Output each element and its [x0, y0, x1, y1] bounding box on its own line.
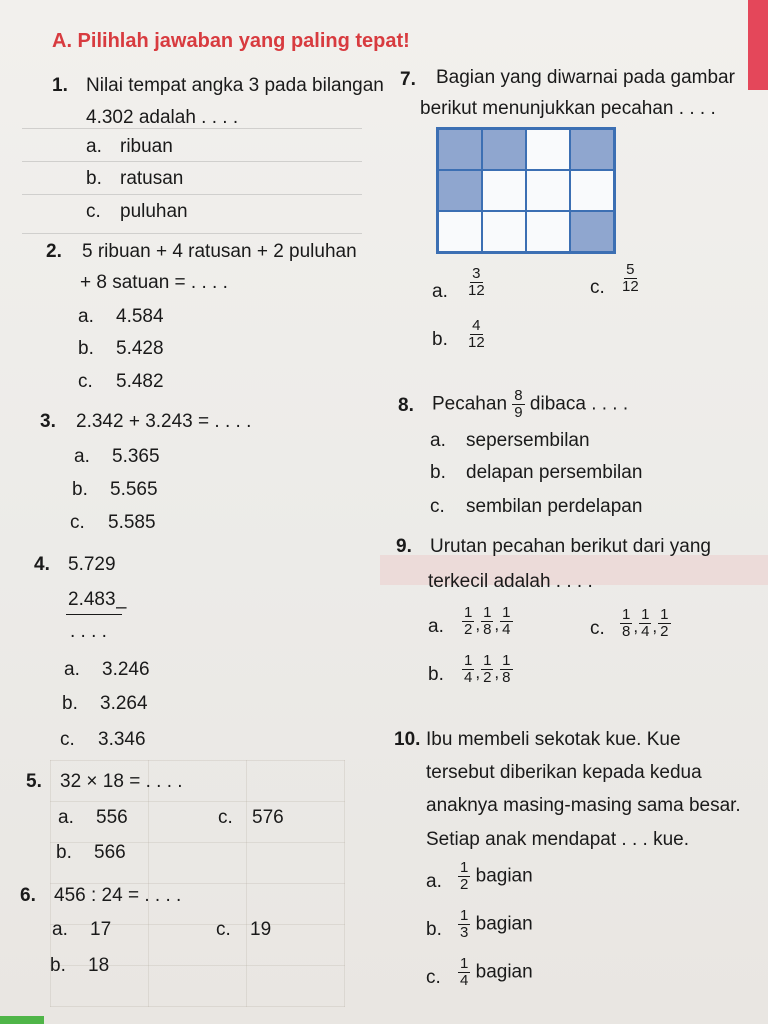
question-7-text: Bagian yang diwarnai pada gambar	[436, 67, 735, 88]
comma: ,	[652, 617, 658, 637]
q5-option-b[interactable]: 566	[94, 842, 126, 863]
q10-a-den: 2	[460, 875, 469, 893]
q9-option-c[interactable]	[620, 607, 671, 640]
question-5-text: 32 × 18 = . . . .	[60, 771, 183, 792]
q4-option-c-letter[interactable]: c.	[60, 729, 75, 750]
q4-option-c[interactable]: 3.346	[98, 729, 146, 750]
grid-cell-empty	[526, 170, 570, 211]
comma: ,	[475, 615, 481, 635]
q10-b-den: 3	[460, 923, 469, 941]
q10-option-a[interactable]	[458, 860, 533, 893]
q9-a-3-num: 1	[502, 604, 511, 621]
q9-c-2-den: 4	[641, 622, 650, 640]
grid-cell-empty	[570, 170, 614, 211]
question-6-text: 456 : 24 = . . . .	[54, 885, 182, 906]
question-9-text: Urutan pecahan berikut dari yang	[430, 536, 711, 557]
q7-b-numerator: 4	[472, 317, 481, 334]
question-2-number: 2.	[46, 241, 62, 262]
q7-option-c-letter[interactable]: c.	[590, 277, 605, 298]
question-7-number: 7.	[400, 69, 416, 90]
q8-option-a-letter[interactable]: a.	[430, 430, 446, 451]
q7-option-a-letter[interactable]: a.	[432, 281, 448, 302]
q4-subtrahend: 2.483	[68, 589, 116, 610]
q9-c-2-num: 1	[641, 606, 650, 623]
q9-option-a-letter[interactable]: a.	[428, 616, 444, 637]
q9-b-2-den: 2	[483, 668, 492, 686]
q2-option-a-letter[interactable]: a.	[78, 306, 94, 327]
q5-option-b-letter[interactable]: b.	[56, 842, 72, 863]
q4-answer-blank: . . . .	[70, 621, 107, 642]
q9-c-3-den: 2	[660, 622, 669, 640]
row-divider	[22, 194, 362, 195]
q3-option-c-letter[interactable]: c.	[70, 512, 85, 533]
q7-b-denominator: 12	[468, 333, 485, 351]
q3-option-a[interactable]: 5.365	[112, 446, 160, 467]
q6-option-b[interactable]: 18	[88, 955, 110, 976]
q6-option-b-letter[interactable]: b.	[50, 955, 66, 976]
q9-b-1-den: 4	[464, 668, 473, 686]
q10-b-num: 1	[460, 907, 469, 924]
q9-b-3-num: 1	[502, 652, 511, 669]
q3-option-c[interactable]: 5.585	[108, 512, 156, 533]
q7-option-c[interactable]	[620, 262, 641, 295]
q1-option-a-letter[interactable]: a.	[86, 136, 102, 157]
grid-cell-shaded	[482, 129, 526, 170]
q9-b-1-num: 1	[464, 652, 473, 669]
q2-option-b-letter[interactable]: b.	[78, 338, 94, 359]
comma: ,	[494, 615, 500, 635]
q7-c-numerator: 5	[626, 261, 635, 278]
q9-option-b[interactable]	[462, 653, 513, 686]
q8-option-c[interactable]: sembilan perdelapan	[466, 496, 643, 517]
question-1-number: 1.	[52, 75, 68, 96]
q10-a-num: 1	[460, 859, 469, 876]
grid-cell-empty	[526, 211, 570, 252]
q1-option-a[interactable]: ribuan	[120, 136, 173, 157]
question-5-number: 5.	[26, 771, 42, 792]
q1-option-c[interactable]: puluhan	[120, 201, 188, 222]
q8-option-b[interactable]: delapan persembilan	[466, 462, 643, 483]
q5-option-a-letter[interactable]: a.	[58, 807, 74, 828]
fraction-grid-figure	[436, 127, 616, 254]
q9-option-c-letter[interactable]: c.	[590, 618, 605, 639]
q1-option-b-letter[interactable]: b.	[86, 168, 102, 189]
q10-option-c-letter[interactable]: c.	[426, 967, 441, 988]
question-3-text: 2.342 + 3.243 = . . . .	[76, 411, 252, 432]
q4-minuend: 5.729	[68, 554, 116, 575]
q1-option-b[interactable]: ratusan	[120, 168, 184, 189]
red-page-tab	[748, 0, 768, 90]
q9-a-2-den: 8	[483, 620, 492, 638]
q2-option-b[interactable]: 5.428	[116, 338, 164, 359]
question-10-number: 10.	[394, 729, 421, 750]
grid-cell-empty	[526, 129, 570, 170]
q7-option-b-letter[interactable]: b.	[432, 329, 448, 350]
q10-c-num: 1	[460, 955, 469, 972]
question-9-text-2: terkecil adalah . . . .	[428, 571, 593, 592]
question-6-number: 6.	[20, 885, 36, 906]
q9-a-3-den: 4	[502, 620, 511, 638]
q9-option-a[interactable]	[462, 605, 513, 638]
comma: ,	[633, 617, 639, 637]
q6-option-a[interactable]: 17	[90, 919, 112, 940]
q4-minus-sign: –	[116, 597, 127, 618]
q9-b-2-num: 1	[483, 652, 492, 669]
grid-cell-empty	[482, 211, 526, 252]
q10-option-c[interactable]	[458, 956, 533, 989]
q3-option-b-letter[interactable]: b.	[72, 479, 88, 500]
question-2-text-2: + 8 satuan = . . . .	[80, 272, 228, 293]
question-7-text-2: berikut menunjukkan pecahan . . . .	[420, 98, 716, 119]
grid-cell-shaded	[570, 211, 614, 252]
q9-option-b-letter[interactable]: b.	[428, 664, 444, 685]
question-4-number: 4.	[34, 554, 50, 575]
q8-option-b-letter[interactable]: b.	[430, 462, 446, 483]
q3-option-a-letter[interactable]: a.	[74, 446, 90, 467]
q7-option-b[interactable]	[466, 318, 487, 351]
q10-option-b-letter[interactable]: b.	[426, 919, 442, 940]
q7-a-denominator: 12	[468, 281, 485, 299]
question-10-text-2: tersebut diberikan kepada kedua	[426, 762, 702, 783]
q2-option-a[interactable]: 4.584	[116, 306, 164, 327]
grid-cell-empty	[482, 170, 526, 211]
grid-cell-empty	[438, 211, 482, 252]
q6-option-c-letter[interactable]: c.	[216, 919, 231, 940]
section-heading: A. Pilihlah jawaban yang paling tepat!	[52, 30, 410, 52]
q10-c-unit: bagian	[475, 961, 533, 983]
grid-cell-shaded	[570, 129, 614, 170]
question-1-text-2: 4.302 adalah . . . .	[86, 107, 239, 128]
q2-option-c-letter[interactable]: c.	[78, 371, 93, 392]
q8-numerator: 8	[514, 387, 523, 404]
question-10-text: Ibu membeli sekotak kue. Kue	[426, 729, 681, 750]
row-divider	[22, 161, 362, 162]
question-10-text-4: Setiap anak mendapat . . . kue.	[426, 829, 690, 850]
q9-c-3-num: 1	[660, 606, 669, 623]
q9-b-3-den: 8	[502, 668, 511, 686]
q9-a-2-num: 1	[483, 604, 492, 621]
q7-a-numerator: 3	[472, 265, 481, 282]
row-divider	[22, 233, 362, 234]
q8-option-c-letter[interactable]: c.	[430, 496, 445, 517]
row-divider	[22, 128, 362, 129]
question-2-text: 5 ribuan + 4 ratusan + 2 puluhan	[82, 241, 357, 262]
question-10-text-3: anaknya masing-masing sama besar.	[426, 795, 741, 816]
green-edge-strip	[0, 1016, 44, 1024]
q10-a-unit: bagian	[475, 865, 533, 887]
grid-cell-shaded	[438, 170, 482, 211]
q9-a-1-num: 1	[464, 604, 473, 621]
q4-option-b[interactable]: 3.264	[100, 693, 148, 714]
question-3-number: 3.	[40, 411, 56, 432]
q7-c-denominator: 12	[622, 277, 639, 295]
q4-option-b-letter[interactable]: b.	[62, 693, 78, 714]
q9-c-1-den: 8	[622, 622, 631, 640]
q4-option-a[interactable]: 3.246	[102, 659, 150, 680]
q8-prefix: Pecahan	[432, 393, 508, 415]
q1-option-c-letter[interactable]: c.	[86, 201, 101, 222]
grid-cell-shaded	[438, 129, 482, 170]
q5-option-c-letter[interactable]: c.	[218, 807, 233, 828]
q5-option-c[interactable]: 576	[252, 807, 284, 828]
q3-option-b[interactable]: 5.565	[110, 479, 158, 500]
question-1-text: Nilai tempat angka 3 pada bilangan	[86, 75, 384, 96]
q9-a-1-den: 2	[464, 620, 473, 638]
question-9-number: 9.	[396, 536, 412, 557]
q2-option-c[interactable]: 5.482	[116, 371, 164, 392]
q5-option-a[interactable]: 556	[96, 807, 128, 828]
question-8-number: 8.	[398, 395, 414, 416]
q6-option-c[interactable]: 19	[250, 919, 272, 940]
q8-denominator: 9	[514, 403, 523, 421]
q8-suffix: dibaca . . . .	[529, 393, 629, 415]
comma: ,	[494, 663, 500, 683]
q8-option-a[interactable]: sepersembilan	[466, 430, 590, 451]
question-8-text	[432, 388, 628, 421]
q4-sum-line	[66, 614, 122, 615]
q10-option-b[interactable]	[458, 908, 533, 941]
q10-c-den: 4	[460, 971, 469, 989]
comma: ,	[475, 663, 481, 683]
q6-option-a-letter[interactable]: a.	[52, 919, 68, 940]
q10-option-a-letter[interactable]: a.	[426, 871, 442, 892]
q4-option-a-letter[interactable]: a.	[64, 659, 80, 680]
q10-b-unit: bagian	[475, 913, 533, 935]
q7-option-a[interactable]	[466, 266, 487, 299]
q9-c-1-num: 1	[622, 606, 631, 623]
